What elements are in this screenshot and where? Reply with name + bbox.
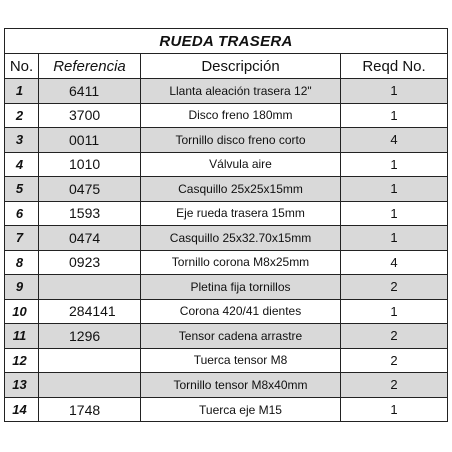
row-description: Tensor cadena arrastre [141,324,341,348]
parts-table [4,28,448,422]
row-reference: 6411 [39,79,141,103]
header-descripcion: Descripción [141,54,341,78]
row-number: 9 [5,275,39,299]
row-reference: 1296 [39,324,141,348]
table-header [5,54,447,79]
row-quantity: 1 [390,156,398,172]
table-row [5,104,447,129]
row-description: Tornillo disco freno corto [141,128,341,152]
table-row [5,398,447,423]
row-description: Casquillo 25x25x15mm [141,177,341,201]
table-row [5,300,447,325]
header-referencia: Referencia [39,54,141,78]
row-description: Tornillo corona M8x25mm [141,251,341,275]
row-quantity: 1 [341,177,447,201]
row-description: Válvula aire [141,153,341,177]
row-quantity: 1 [390,205,398,221]
row-number: 14 [5,398,39,423]
row-description: Tuerca eje M15 [141,398,341,423]
row-quantity: 2 [341,324,447,348]
row-number: 12 [5,349,39,373]
row-reference: 0923 [39,251,141,275]
row-number: 6 [5,202,39,226]
row-reference [39,349,141,373]
row-number: 3 [5,128,39,152]
row-number: 2 [5,104,39,128]
row-number: 1 [5,79,39,103]
row-quantity: 1 [341,226,447,250]
row-description: Llanta aleación trasera 12" [141,79,341,103]
table-row [5,373,447,398]
table-row [5,349,447,374]
row-description: Casquillo 25x32.70x15mm [141,226,341,250]
row-number: 4 [5,153,39,177]
row-description: Tuerca tensor M8 [141,349,341,373]
row-reference: 1010 [39,153,141,177]
row-number: 5 [5,177,39,201]
header-no: No. [5,54,39,78]
row-number: 8 [5,251,39,275]
row-number: 11 [5,324,39,348]
row-description: Tornillo tensor M8x40mm [141,373,341,397]
row-reference: 0011 [39,128,141,152]
row-reference [39,275,141,299]
row-reference: 284141 [39,300,141,324]
table-row [5,128,447,153]
row-quantity: 1 [341,79,447,103]
table-row [5,275,447,300]
row-quantity: 2 [390,352,398,368]
row-quantity: 1 [390,303,398,319]
row-description: Eje rueda trasera 15mm [141,202,341,226]
row-reference: 0474 [39,226,141,250]
row-number: 7 [5,226,39,250]
table-row [5,226,447,251]
row-reference: 3700 [39,104,141,128]
table-row [5,324,447,349]
row-quantity: 4 [341,128,447,152]
table-row [5,153,447,178]
row-quantity: 4 [390,254,398,270]
row-description: Pletina fija tornillos [141,275,341,299]
table-row [5,79,447,104]
table-row [5,202,447,227]
row-quantity: 2 [341,373,447,397]
header-reqd: Reqd No. [362,57,426,75]
row-description: Corona 420/41 dientes [141,300,341,324]
row-quantity: 1 [390,107,398,123]
table-row [5,177,447,202]
row-reference: 1748 [39,398,141,423]
row-description: Disco freno 180mm [141,104,341,128]
row-reference: 1593 [39,202,141,226]
row-quantity: 1 [390,402,398,418]
row-number: 13 [5,373,39,397]
table-title: RUEDA TRASERA [5,29,447,54]
row-quantity: 2 [341,275,447,299]
row-reference: 0475 [39,177,141,201]
row-number: 10 [5,300,39,324]
row-reference [39,373,141,397]
table-row [5,251,447,276]
